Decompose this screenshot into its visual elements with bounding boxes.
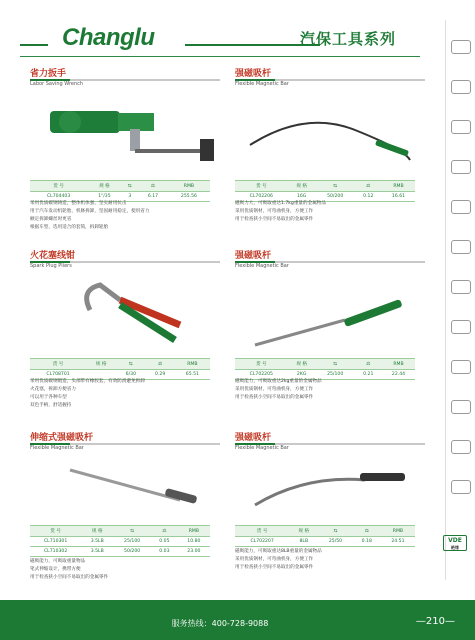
section-bar [235, 79, 425, 81]
spec-table: 货 号 规 格 ⇆ ⚖ RMB CL702207 8LB 25/50 0.18 24.51 [235, 525, 415, 547]
spec-table [30, 180, 210, 202]
section-subtitle: Flexible Magnetic Bar [30, 445, 84, 451]
spec-table: 货 号 规 格 ⇆ ⚖ RMB CL702206 16G 50/200 0.12 16.61 [235, 180, 415, 202]
section-title: 强磁吸杆 [235, 69, 272, 79]
weight-icon: ⚖ [355, 181, 382, 192]
wrench-image [40, 95, 220, 170]
pliers-image [70, 270, 190, 350]
brand-logo: Changlu [62, 24, 155, 51]
col-rmb: RMB [168, 181, 210, 192]
section-description: 磁吸能力，可吸取重达2kg重量的金属物品 采用优质钢材，可弯曲机身，方便工作 用于检查狭小空间不易取出的金属零件 [235, 379, 322, 400]
tool-thumb-icon[interactable] [451, 480, 471, 494]
section-bar [30, 79, 220, 81]
section-subtitle: Flexible Magnetic Bar [235, 81, 289, 87]
tool-thumb-icon[interactable] [451, 240, 471, 254]
section-magnetic-bar-1 [235, 66, 425, 87]
tool-thumb-icon[interactable] [451, 400, 471, 414]
pcs-icon: ⇆ [113, 526, 151, 537]
section-description: 采用优质碳钢锻造，头部带有橡胶套，有效防滑避免拆卸 火花塞，拆卸方便省力 可以用于各种车型 双色手柄，舒适握持 [30, 379, 145, 408]
series-title: 汽保工具系列 [300, 30, 397, 48]
weight-icon: ⚖ [353, 526, 381, 537]
page-number: —210— [415, 616, 455, 627]
table-row: CL702205 2KG 25/100 0.21 22.44 [235, 370, 415, 380]
telescopic-bar-image [50, 460, 210, 510]
tool-thumb-icon[interactable] [451, 160, 471, 174]
top-divider [20, 56, 420, 57]
table-row: CL710301 3.5LB 25/100 0.05 10.80 [30, 537, 210, 547]
weight-icon: ⚖ [146, 359, 175, 370]
pcs-icon: ⇆ [116, 359, 145, 370]
table-row: CL704403 1"/35 3 6.17 255.56 [30, 192, 210, 202]
section-title: 强磁吸杆 [235, 251, 272, 261]
tool-thumb-icon[interactable] [451, 280, 471, 294]
header-rule-left [20, 44, 48, 46]
section-labor-wrench [30, 66, 220, 87]
section-title: 伸缩式强磁吸杆 [30, 433, 94, 443]
section-title: 强磁吸杆 [235, 433, 272, 443]
table-row: CL708701 6/30 0.29 65.51 [30, 370, 210, 380]
spec-table: 货 号 规 格 ⇆ ⚖ RMB CL710301 3.5LB 25/100 0.05 10.80 CL710302 3.5LB 50/200 0.03 23.00 [30, 525, 210, 557]
tool-thumb-icon[interactable] [451, 200, 471, 214]
section-subtitle: Spark Plug Pliers [30, 263, 72, 269]
table-row: CL710302 3.5LB 50/200 0.03 23.00 [30, 547, 210, 557]
section-subtitle: Flexible Magnetic Bar [235, 445, 289, 451]
spec-table: 货 号 规 格 ⇆ ⚖ RMB CL702205 2KG 25/100 0.21 22.44 [235, 358, 415, 380]
col-spec: 规 格 [87, 181, 121, 192]
service-hotline: 服务热线：400-728-9088 [171, 619, 269, 628]
section-description: 磁吸能力，可吸取重量物品 笔式伸缩设计，携带方便 用于检查狭小空间不易取出的金属零件 [30, 559, 109, 580]
section-title: 火花塞线钳 [30, 251, 76, 261]
pcs-icon: ⇆ [318, 526, 352, 537]
section-title: 省力扳手 [30, 69, 67, 79]
tool-thumb-icon[interactable] [451, 40, 471, 54]
section-description: 采用优质碳钢铸造，整体机体强，坚实耐用抗击 用于汽车发动机轮胎，机修拆卸，坚固耐用稳定，使用省力 额定拆卸螺丝时更省 根据车型，选用适合的套筒，拆卸轮胎 [30, 201, 150, 230]
table-row: CL702206 16G 50/200 0.12 16.61 [235, 192, 415, 202]
pcs-icon: ⇆ [316, 359, 355, 370]
tool-thumb-icon[interactable] [451, 360, 471, 374]
section-magnetic-bar-2 [235, 248, 425, 269]
pcs-icon: ⇆ [122, 181, 138, 192]
section-description: 磁吸力大，可吸取重达1.7kg重量的金属物品 采用优质钢材，可弯曲机身，方便工作 用于检查狭小空间不易取出的金属零件 [235, 201, 326, 222]
weight-icon: ⚖ [138, 181, 168, 192]
weight-icon: ⚖ [151, 526, 178, 537]
pcs-icon: ⇆ [316, 181, 355, 192]
table-row: CL702207 8LB 25/50 0.18 24.51 [235, 537, 415, 547]
section-bar [235, 261, 425, 263]
tool-thumb-icon[interactable] [451, 80, 471, 94]
section-telescopic-bar [30, 430, 220, 451]
vde-badge: VDE 绝缘 [443, 535, 467, 551]
section-spark-plug-pliers [30, 248, 220, 269]
tool-thumb-icon[interactable] [451, 120, 471, 134]
magnetic-bar-image [245, 100, 415, 170]
tool-thumb-icon[interactable] [451, 320, 471, 334]
category-sidebar [445, 20, 475, 580]
section-description: 磁吸能力，可吸取重达8LB重量的金属物品 采用优质钢材，可弯曲机身，方便工作 用于检查狭小空间不易取出的金属零件 [235, 549, 322, 570]
table-header-row [30, 181, 210, 192]
section-bar [30, 443, 220, 445]
section-subtitle: Flexible Magnetic Bar [235, 263, 289, 269]
section-bar [235, 443, 425, 445]
magnetic-bar-image [245, 455, 415, 515]
section-magnetic-bar-3 [235, 430, 425, 451]
magnetic-bar-image [245, 285, 415, 355]
tool-thumb-icon[interactable] [451, 440, 471, 454]
weight-icon: ⚖ [355, 359, 382, 370]
section-bar [30, 261, 220, 263]
spec-table: 货 号 规 格 ⇆ ⚖ RMB CL708701 6/30 0.29 65.51 [30, 358, 210, 380]
col-sku: 货 号 [30, 181, 87, 192]
section-subtitle: Labor Saving Wrench [30, 81, 84, 87]
